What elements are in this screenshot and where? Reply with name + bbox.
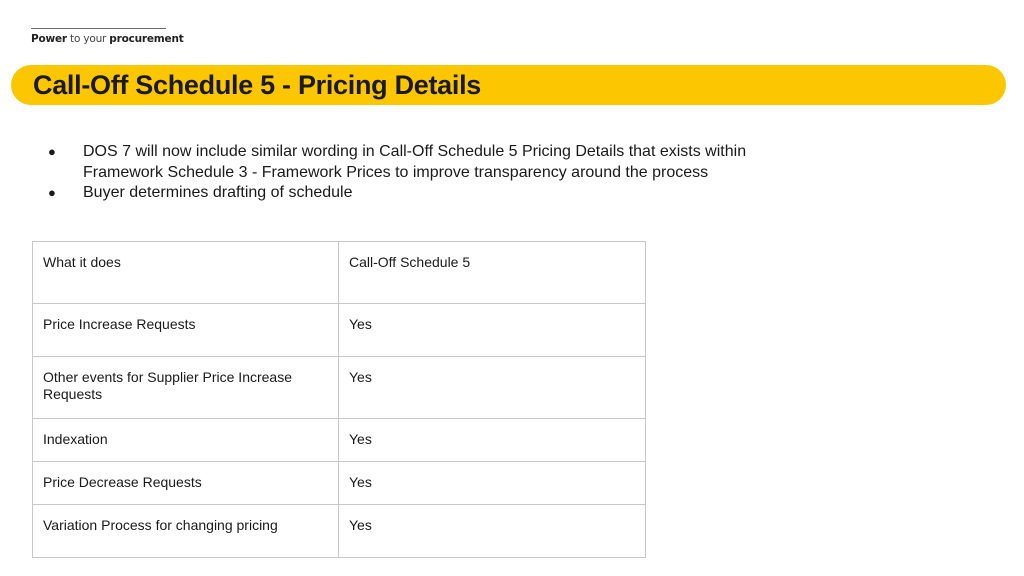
bullet-item (48, 142, 828, 183)
table-cell-feature: What it does (33, 242, 339, 304)
table-row (33, 462, 646, 505)
table-cell-value: Yes (339, 357, 646, 419)
table-cell-value: Yes (339, 505, 646, 558)
table-row (33, 304, 646, 357)
bullet-list (48, 142, 828, 204)
table-cell-value: Yes (339, 462, 646, 505)
bullet-dot-icon: ● (48, 144, 56, 159)
logo-divider (31, 28, 166, 29)
table-cell-value: Call-Off Schedule 5 (339, 242, 646, 304)
table-row (33, 357, 646, 419)
table-cell-value: Yes (339, 419, 646, 462)
bullet-item (48, 183, 828, 204)
logo-word-procurement: procurement (109, 33, 184, 45)
table-cell-feature: Other events for Supplier Price Increase Requests (33, 357, 339, 419)
table-row (33, 242, 646, 304)
logo-tagline (31, 33, 184, 45)
logo-word-to-your: to your (66, 33, 110, 45)
table-row (33, 505, 646, 558)
table-row (33, 419, 646, 462)
table-cell-feature: Price Increase Requests (33, 304, 339, 357)
bullet-text: DOS 7 will now include similar wording in Call-Off Schedule 5 Pricing Details that exists within Framework Schedule 3 - Framework Prices to improve transparency around the process (83, 143, 747, 181)
table-cell-feature: Variation Process for changing pricing (33, 505, 339, 558)
page-title: Call-Off Schedule 5 - Pricing Details (33, 69, 482, 100)
logo-word-power: Power (31, 33, 67, 45)
brand-logo (31, 28, 184, 45)
table-cell-feature: Indexation (33, 419, 339, 462)
table-cell-value: Yes (339, 304, 646, 357)
table-cell-feature: Price Decrease Requests (33, 462, 339, 505)
bullet-dot-icon: ● (48, 185, 56, 200)
pricing-table (32, 241, 646, 558)
bullet-text: Buyer determines drafting of schedule (83, 184, 353, 201)
title-banner (11, 65, 1006, 105)
